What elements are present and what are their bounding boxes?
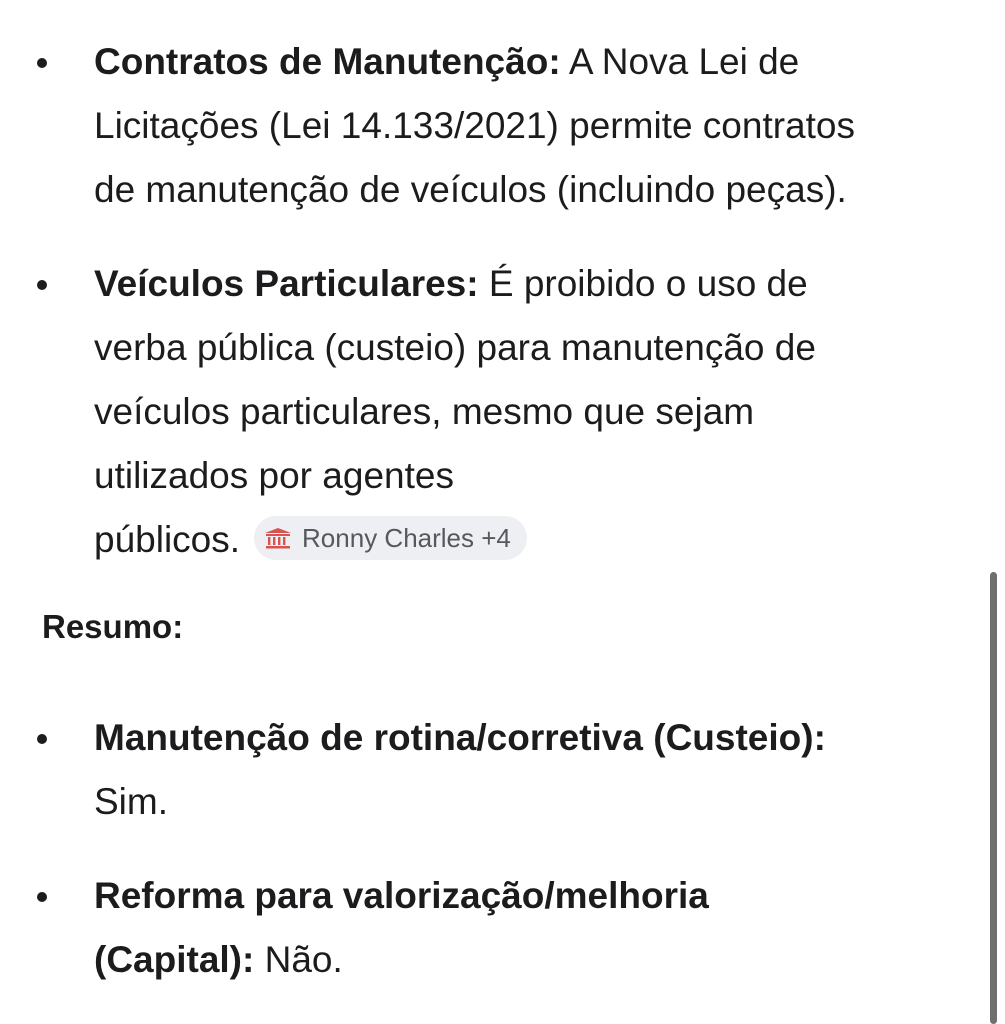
text-line: Sim. — [94, 781, 168, 822]
scrollbar[interactable] — [990, 572, 997, 1024]
text-line: veículos particulares, mesmo que sejam — [94, 391, 755, 432]
bullet-list-top — [0, 30, 1005, 572]
list-item — [0, 30, 1005, 222]
text-line — [94, 508, 955, 572]
list-item — [0, 706, 1005, 834]
item-term: Reforma para valorização/melhoria — [94, 875, 709, 916]
item-value: Não. — [254, 939, 343, 980]
text-line: utilizados por agentes — [94, 455, 454, 496]
text-line: Licitações (Lei 14.133/2021) permite contratos — [94, 105, 855, 146]
text-line: verba pública (custeio) para manutenção de — [94, 327, 816, 368]
item-term: Contratos de Manutenção: — [94, 41, 561, 82]
bullet-dot — [37, 280, 47, 290]
citation-chip[interactable] — [254, 516, 527, 560]
list-item — [0, 864, 1005, 992]
item-term: Veículos Particulares: — [94, 263, 479, 304]
item-text: É proibido o uso de — [478, 263, 808, 304]
institution-icon — [264, 527, 292, 549]
bullet-dot — [37, 734, 47, 744]
bullet-dot — [37, 892, 47, 902]
citation-label: Ronny Charles +4 — [302, 523, 511, 554]
text-line: de manutenção de veículos (incluindo peças). — [94, 169, 847, 210]
text-line — [94, 30, 955, 94]
item-term: Manutenção de rotina/corretiva (Custeio): — [94, 717, 826, 758]
bullet-dot — [37, 58, 47, 68]
text-line — [94, 706, 955, 770]
text-line — [94, 928, 955, 992]
bullet-list-summary — [0, 706, 1005, 992]
item-text: públicos. — [94, 519, 241, 560]
item-term: (Capital): — [94, 939, 255, 980]
list-item — [0, 252, 1005, 572]
summary-heading: Resumo: — [42, 608, 184, 645]
text-line — [94, 252, 955, 316]
response-content — [0, 30, 1005, 1022]
item-text: A Nova Lei de — [560, 41, 800, 82]
